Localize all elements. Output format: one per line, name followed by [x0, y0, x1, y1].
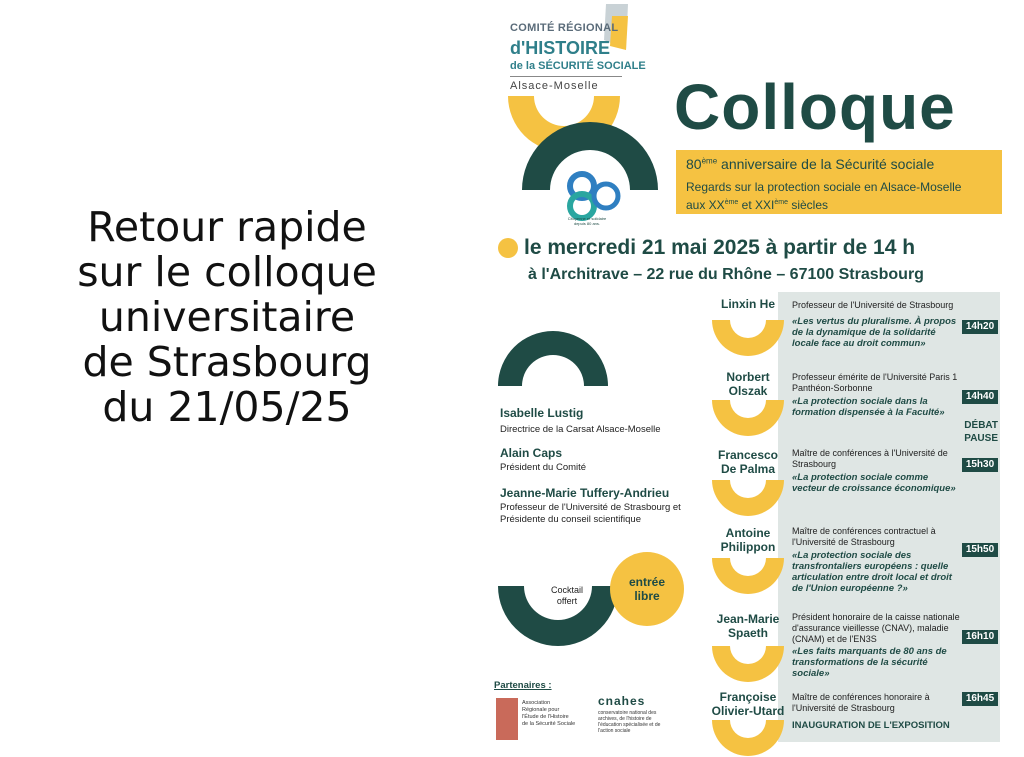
speaker-description: Professeur émérite de l'Université Paris 1 Panthéon-Sorbonne [792, 372, 958, 393]
speaker-description: Président honoraire de la caisse nationale d'assurance vieillesse (CNAV), maladie (CNAM) et de l'EN3S [792, 612, 960, 644]
logo-line-2: d'HISTOIRE [510, 38, 610, 58]
poster-heading: Colloque [674, 71, 956, 143]
arhm-text: Association Régionale pour l'Étude de l'Histoire de la Sécurité Sociale [522, 700, 576, 727]
slide-title-line: Retour rapide [87, 203, 367, 251]
ring-6 [712, 720, 784, 756]
talk-title: «La protection sociale des transfrontaliers européens : quelle articulation entre droit local et droit de l'Union européenne ?» [792, 550, 952, 594]
partner-arhm-logo [496, 694, 576, 742]
speaker-description: Maître de conférences contractuel à l'Université de Strasbourg [792, 526, 936, 547]
time-badge: 15h30 [962, 458, 998, 472]
time-badge: 15h50 [962, 543, 998, 557]
logo-line-3: de la SÉCURITÉ SOCIALE [510, 60, 646, 72]
badge-caption: Citoyenne et solidaire depuis 80 ans. [567, 216, 607, 226]
arhm-mark [496, 698, 518, 740]
ring-1 [712, 320, 784, 356]
anniversary-subtitle [686, 180, 991, 213]
speaker-name: Françoise Olivier-Utard [711, 690, 785, 718]
entry-badge [610, 552, 684, 626]
anniv-80: 80 [686, 156, 702, 172]
speaker-description: Maître de conférences à l'Université de Strasbourg [792, 448, 948, 469]
speaker-name: Antoine Philippon [720, 526, 776, 554]
ring-3 [712, 480, 784, 516]
cocktail-label: Cocktail offert [550, 585, 583, 606]
talk-title: «La protection sociale dans la formation dispensée à la Faculté» [792, 396, 945, 418]
poster-decor [488, 0, 668, 230]
slide-title-line: du 21/05/25 [102, 383, 352, 431]
anniversary-line-3 [686, 195, 991, 213]
event-address: à l'Architrave – 22 rue du Rhône – 67100 Strasbourg [528, 266, 924, 283]
partner-cnahes-name: cnahes [598, 694, 646, 708]
host-name: Alain Caps [500, 446, 563, 460]
host-name: Isabelle Lustig [500, 406, 584, 420]
speaker-name: Linxin He [720, 297, 775, 311]
anniv-sup: ème [701, 156, 718, 166]
anniv-l3-c: siècles [787, 198, 828, 212]
speaker-name: Norbert Olszak [726, 370, 770, 398]
time-badge: 14h20 [962, 320, 998, 334]
anniv-l3-sup2: ème [774, 199, 788, 206]
talk-title: «La protection sociale comme vecteur de croissance économique» [792, 472, 956, 494]
anniv-l3-b: et XXI [738, 198, 775, 212]
inauguration-label: INAUGURATION DE L'EXPOSITION [792, 720, 950, 731]
pause-label: PAUSE [964, 433, 998, 444]
anniversary-line-2: Regards sur la protection sociale en Alsace-Moselle [686, 180, 962, 194]
anniv-l3-a: aux XX [686, 198, 725, 212]
time-badge: 16h10 [962, 630, 998, 644]
host-decor [488, 318, 618, 388]
logo-line-1: COMITÉ RÉGIONAL [510, 22, 619, 34]
badge-zero [594, 184, 618, 208]
time-badge: 16h45 [962, 692, 998, 706]
entry-line-2: libre [634, 589, 660, 603]
date-bullet [498, 238, 518, 258]
speaker-name: Jean-Marie Spaeth [716, 612, 780, 640]
slide-title-line: universitaire [98, 293, 356, 341]
talk-title: «Les faits marquants de 80 ans de transformations de la sécurité sociale» [792, 646, 947, 679]
partner-cnahes-subtitle: conservatoire national des archives, de l'histoire de l'éducation spécialisée et de l'action sociale [598, 710, 661, 734]
host-name: Jeanne-Marie Tuffery-Andrieu [500, 486, 670, 500]
slide-title-line: de Strasbourg [82, 338, 372, 386]
host-role: Professeur de l'Université de Strasbourg et Présidente du conseil scientifique [500, 502, 681, 525]
slide-title [18, 205, 436, 430]
anniversary-line-1 [686, 156, 934, 172]
host-role: Président du Comité [500, 462, 587, 473]
event-date: le mercredi 21 mai 2025 à partir de 14 h [524, 236, 916, 259]
entry-line-1: entrée [628, 575, 666, 589]
talk-title: «Les vertus du pluralisme. À propos de la dynamique de la solidarité locale face au droit commun» [792, 316, 957, 349]
slide-title-line: sur le colloque [77, 248, 377, 296]
colloque-poster [488, 0, 1024, 757]
speaker-name: Francesco De Palma [717, 448, 779, 476]
speaker-description: Maître de conférences honoraire à l'Université de Strasbourg [792, 692, 930, 713]
ring-5 [712, 646, 784, 682]
logo-divider [510, 76, 622, 77]
partners-label: Partenaires : [494, 680, 552, 691]
time-badge: 14h40 [962, 390, 998, 404]
anniv-l3-sup1: ème [724, 199, 739, 206]
ring-4 [712, 558, 784, 594]
host-role: Directrice de la Carsat Alsace-Moselle [500, 424, 661, 435]
speaker-description: Professeur de l'Université de Strasbourg [792, 300, 954, 310]
logo-line-4: Alsace-Moselle [510, 80, 599, 92]
debat-label: DÉBAT [964, 420, 998, 431]
anniv-text: anniversaire de la Sécurité sociale [717, 156, 935, 172]
host-half-ring [498, 331, 608, 386]
ring-2 [712, 400, 784, 436]
